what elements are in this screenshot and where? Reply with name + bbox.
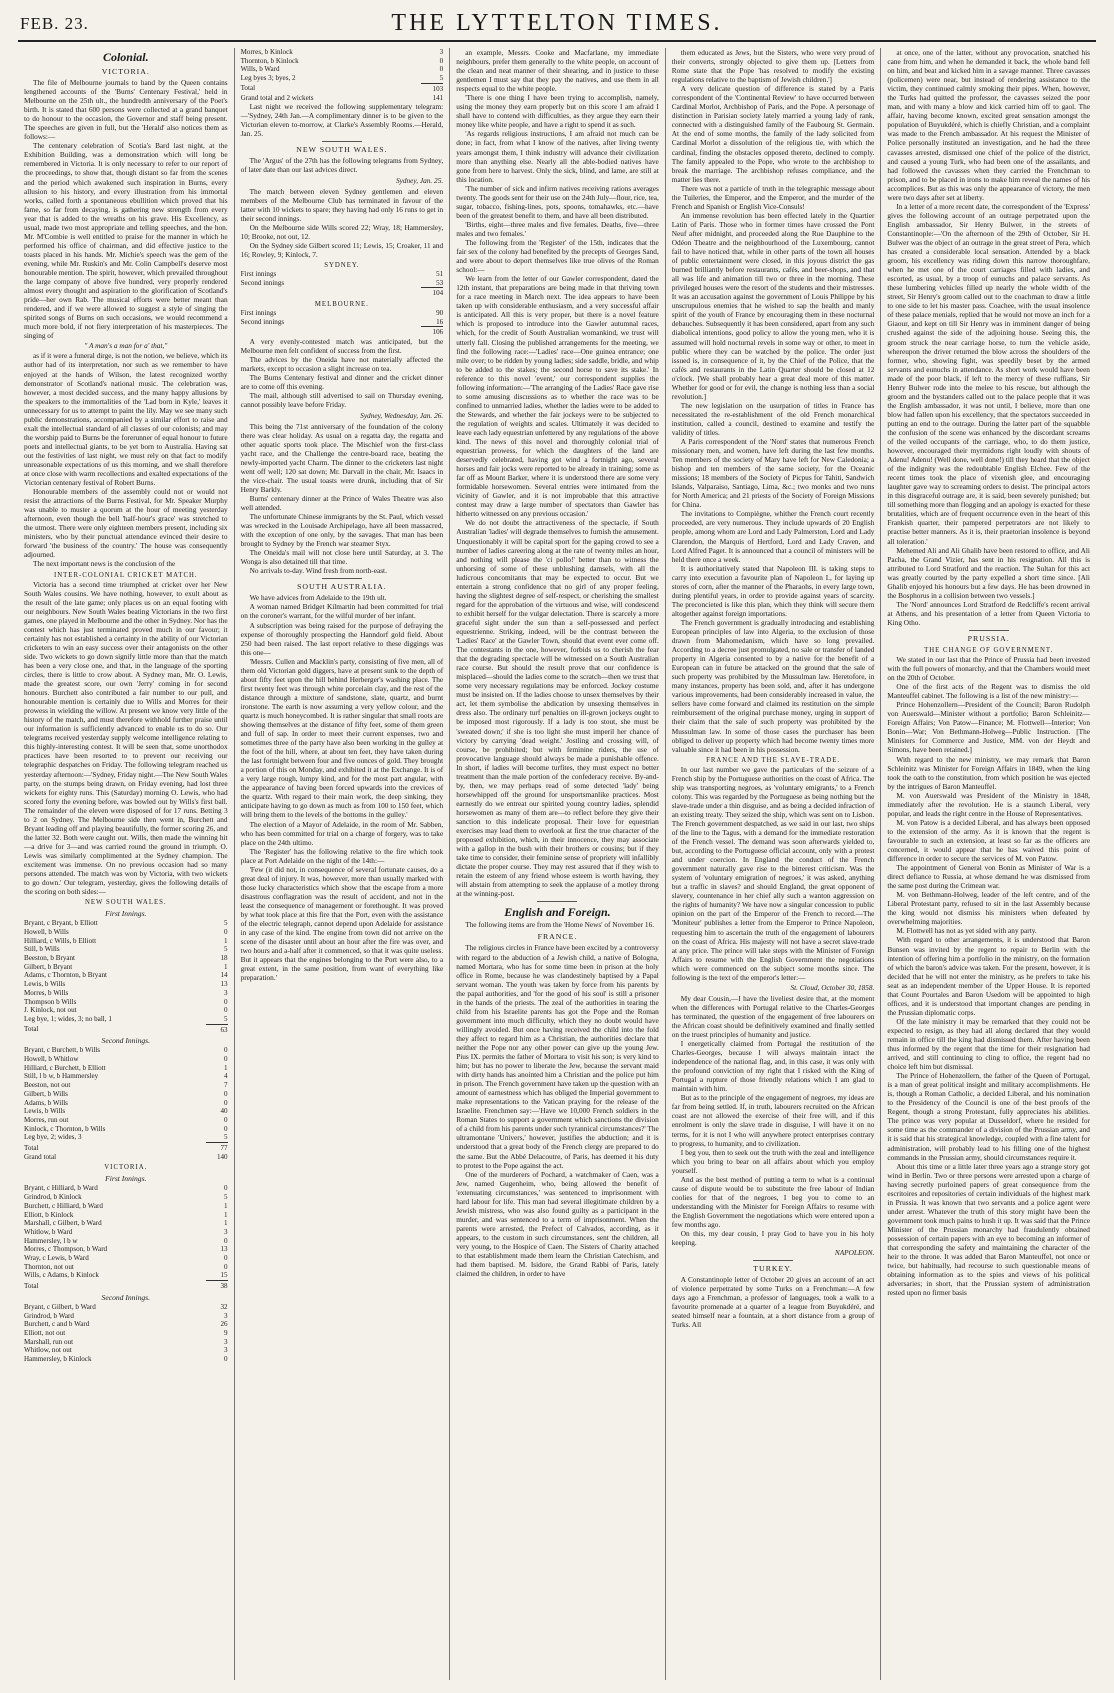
paragraph: The Prince of Hohenzollern, the father of the Queen of Portugal, is a man of great political insight and military accomplishments. He is, though a Roman Catholic, a decided Liberal, and his nomination to the Presidency of the Council is one of the best proofs of the Regent, though a strong Protestant, fully appreciates his abilities. The prince was very popular at Dusseldorf, where he resided for some time as the commander of a division of the Prussian army, and it is said that his strategical knowledge, coupled with a fine talent for administration, will probably lead to his filling one of the highest commands in the Prussian army, should circumstances require it.	[887, 1071, 1090, 1162]
scorecard-total	[24, 1280, 228, 1291]
column-4	[665, 48, 881, 1680]
batsman-entry: Grindrod, b Kinlock	[24, 1193, 82, 1202]
paragraph: On the Sydney side Gilbert scored 11; Lewis, 15; Croaker, 11 and 16; Rowley, 9; Kinlock, 7.	[240, 240, 444, 259]
paragraph: In a letter of a more recent date, the correspondent of the 'Express' gives the following account of an outrage perpetrated upon the English ambassador, Sir Henry Bulwer, in the streets of Constantinople:—'On the afternoon of the 29th of October, Sir H. Bulwer was the object of an outrage in the great street of Pera, which has created a considerable local sensation. Attended by a black groom, his excellency was riding down this narrow thoroughfare, when he met one of the court carriages filled with ladies, and escorted, as usual, by a troop of eunuchs and palace servants. As these lumbering vehicles filled up nearly the whole width of the street, Sir Henry's groom called out to the coachman to draw a little to one side to let his master pass. Coachee, with the usual insolence of these palace menials, replied that he would not move an inch for a Giaour, and kept on till Sir Henry was in imminent danger of being crushed against the side of the adjoining house. Seeing this, the groom struck the near carriage horse, to turn the vehicle aside, whereupon the driver returned the blow across the shoulders of the former, who, showing fight, was speedily beset by the armed servants and eunuchs in attendance. As short work would have been made of the poor black, if left to the mercy of these ruffians, Sir Henry Bulwer rode into the melee to his rescue, but although the groom and the bystanders called out to the palace people that it was the English ambassador, it was not until, I believe, more than one blow had fallen upon his excellency, that the spectators succeeded in putting an end to the outrage. During the latter part of the squabble the confusion of the scene was enhanced by the discordant screams of the veiled occupants of the carriage, who, to do them justice, however, encouraged their myrmidons right loudly with shouts of Adenu! Adenu! (Well done, well done!) till they heard that the object of the indignity was the redoubtable English Elchee. Few of the recent times took the place of vixenish glee, and encouraging laughter gave way to screaming orders to desist. The principal actors in this disgraceful outrage are, it is said, been severely punished; but till something more than flogging and an apology is exacted for these brutalities, which are of frequent occurrence even in the heart of this Frankish quarter, their pampered perpetrators are not likely to practise better manners. As it is, their praetorian insolence is beyond all toleration.'	[887, 201, 1090, 546]
score-row	[24, 1193, 228, 1202]
paragraph: The French government is gradually introducing and establishing European principles of law into Algeria, to the exclusion of those drawn from Mahomedanism, which have so long prevailed. According to a decree just promulgated, no sale or transfer of landed property in Algeria consented to by a native for the benefit of a European can in future be attacked on the ground that the sale of such property was prohibited by the Mussulman law. Heretofore, in many instances, property has been sold, and, after it has undergone various improvements, had been considerably increased in value, the sellers have come forward and claimed its restitution on the simple reimbursement of the original purchase money, urging in support of their claim that the sale of such property was prohibited by the Mussulman law. In some of those cases the purchaser has been obliged to deliver up property which had become twenty times more valuable since it had been in his possession.	[671, 617, 875, 754]
batsman-entry: Wray, c Lewis, b Ward	[24, 1254, 89, 1263]
total-value: 103	[421, 83, 443, 93]
quotation: " A man's a man for a' that,"	[84, 341, 168, 351]
runs: 3	[224, 1346, 228, 1355]
runs: 53	[436, 278, 444, 287]
total-label: Total	[24, 1281, 39, 1290]
score-row	[24, 1064, 228, 1073]
paragraph: The appointment of General von Bonin as Minister of War is a direct defiance to Russia, at whose demand he was dismissed from the same post during the Crimean war.	[887, 863, 1090, 891]
paragraph: The 'Register' has the following relative to the fire which took place at Port Adelaide on the night of the 14th:—	[240, 846, 444, 865]
score-row	[241, 48, 444, 57]
total-value: 38	[206, 1281, 228, 1291]
paragraph: them educated as Jews, but the Sisters, who were very proud of their converts, strongly objected to give them up. [Letters from Rome state that the Pope 'has resolved to modify the existing regulations relative to the baptism of Jewish children.']	[671, 48, 875, 85]
paragraph: Prince Hohenzollern—President of the Council; Baron Rudolph von Auerswald—Minister without a portfolio; Baron Schleinitz—Foreign Affairs; Von Patow—Finance; M. Flottwell—Interior; Von Bonin—War; Von Bethmann-Holweg—Public Instruction. [The Ministers for Commerce and Justice, MM. von der Heydt and Simons, have been retained.]	[887, 700, 1090, 755]
paragraph: No arrivals to-day. Wind fresh from north-east.	[249, 566, 387, 576]
innings-heading: Second Innings.	[101, 1036, 151, 1046]
runs: 5	[224, 945, 228, 954]
scorecard-total	[24, 1024, 228, 1035]
runs: 5	[224, 919, 228, 928]
runs: 13	[220, 980, 228, 989]
batsman-entry: Whitlow, not out	[24, 1346, 72, 1355]
paragraph: I energetically claimed from Portugal the restitution of the Charles-Georges, because I will always maintain intact the independence of the national flag, and, in this case, it was only with the profound conviction of my right that I risked with the King of Portugal a rupture of those friendly relations which I am glad to maintain with him.	[671, 1039, 875, 1094]
signature: NAPOLEON.	[834, 1248, 875, 1258]
batsman-entry: Elliott, not out	[24, 1329, 66, 1337]
score-row	[241, 318, 444, 327]
paragraph: The Burns Centenary festival and dinner and the cricket dinner are to come off this evening.	[240, 373, 444, 392]
paragraph: 'As regards religious instructions, I am afraid not much can be done; in fact, from what I know of the natives, after living twenty years amongst them, I think industry will advance their civilization more than anything else. Nearly all the able-bodied natives have gone from here to harvest. Only the sick, blind, and lame, are still at this location.	[456, 129, 659, 184]
runs: 0	[224, 1089, 228, 1098]
batsman-entry: Howell, b Whitlow	[24, 1055, 79, 1064]
paragraph: The Oneida's mail will not close here until Saturday, at 3. The Wonga is also detained till that time.	[240, 548, 444, 567]
scorecard-table	[241, 270, 444, 287]
paragraph: Mehemed Ali and Ali Ghalib have been restored to office, and Ali Pacha, the Grand Vizier, has sent in his resignation. All this is attributed to Lord Stratford and the reaction. The Sultan for this act was greatly courted by the party expelled a short time since. [Ali Ghalib enjoyed his honours but a few days. He has been drowned in the Bosphorus in a collision between two vessels.]	[887, 545, 1090, 600]
score-row	[241, 309, 444, 318]
paragraph: One of the first acts of the Regent was to dismiss the old Manteuffel cabinet. The following is a list of the new ministry:—	[887, 682, 1090, 701]
paragraph: We learn from the letter of our Gawler correspondent, dated the 12th instant, that preparations are being made in that thriving town for a race meeting in March next. The idea appears to have been taken up with considerable enthusiasm, and a very successful affair is anticipated. All this is very proper, but there is a novel feature which is proposed to introduce into the Gawler autumnal races, which, for the credit of South Australian womankind, we trust will utterly fall. Closing the published arrangements for the meeting, we find the following race:—'Ladies' race—One guinea entrance; one mile over; to be ridden by young ladies; side saddle, bridle, and whip to be added to the stakes; the second horse to save its stake.' In reference to this novel 'event,' our correspondent supplies the following information:—'The arranging of the Ladies' Race gave rise to some amusing discussions as to whether the race was to be confined to unmarried ladies, whether the ladies were to be added to the Stewards, and whether the fair jockeys were to be subjected to the regulation of weights and scales. Ultimately it was decided to leave each lady equestrian unfettered by any regulations of the above kind. The news of this novel and thoroughly colonial trial of equestrian prowess, for which the daughters of the land are deservedly celebrated, having got wind a fortnight ago, several horses and fair jocks were reported to be already in training; some as far off as Mount Barker, where it is understood there are some very formidable horsewomen. Several entries were intimated from the vicinity of Gawler, and it is not improbable that this attractive contest may draw a large number of spectators than Gawler has hitherto witnessed on any previous occasion.'	[456, 274, 659, 519]
score-row	[24, 1355, 228, 1364]
batsman-entry: Hilliard, c Wills, b Elliott	[24, 936, 97, 945]
paragraph: My dear Cousin,—I have the liveliest desire that, at the moment when the differences with Portugal relative to the Charles-Georges has terminated, the question of the engagement of free labourers on the African coast should be definitively examined and finally settled on the truest principles of humanity and justice.	[671, 993, 875, 1040]
paragraph: M. Flottwell has not as yet sided with any party.	[896, 926, 1037, 936]
paragraph: The next important news is the conclusion of the	[33, 559, 176, 569]
separator	[753, 1260, 793, 1261]
separator	[322, 141, 362, 142]
batsman-entry: Bryant, c Hilliard, b Ward	[24, 1184, 98, 1193]
score-row	[24, 1312, 228, 1321]
batsman-entry: Morres, c Thompson, b Ward	[24, 1245, 108, 1254]
subheading: TURKEY.	[753, 1264, 793, 1274]
score-row	[24, 1006, 228, 1015]
batsman-entry: Marshall, c Gilbert, b Ward	[24, 1219, 102, 1228]
runs: 5	[224, 1014, 228, 1023]
dateline: Sydney, Jan. 25.	[395, 175, 444, 185]
batsman-entry: Wills, c Adams, b Kinlock	[24, 1271, 99, 1280]
score-row	[24, 1055, 228, 1064]
paragraph: A subscription was being raised for the purpose of defraying the expense of thoroughly prospecting the Hanndorf gold field. About 250 had been raised. The last report relative to these diggings was this one—	[240, 620, 444, 657]
paragraph: It is authoritatively stated that Napoleon III. is taking steps to carry into execution a favourite plan of Napoleon I., for laying up stores of corn, after the manner of the Pharaohs, in every large town, during plentiful years, in order to provide against years of scarcity. The preconcieted is like this plan, which they think will secure them altogether against foreign importations.	[671, 563, 875, 618]
score-row	[24, 1081, 228, 1090]
batsman-entry: Lewis, b Wills	[24, 980, 66, 989]
paragraph: The 'Argus' of the 27th has the following telegrams from Sydney, of later date than our last advices direct.	[240, 156, 444, 175]
paragraph: The 'Nord' announces Lord Stratford de Redcliffe's recent arrival at Athens, and his presentation of a letter from Queen Victoria to King Otho.	[887, 599, 1090, 627]
batsman-entry: Burchett, c Hilliard, b Ward	[24, 1201, 103, 1210]
batsman-entry: Leg byes 3; byes, 2	[240, 74, 296, 83]
batsman-entry: Lewis, b Wills	[24, 1107, 66, 1116]
batsman-entry: Wills, b Ward	[240, 65, 280, 74]
paragraph: M. von Auerswald was President of the Ministry in 1848, immediately after the revolution. He is a staunch Liberal, very popular, and leads the right centre in the House of Representatives.	[887, 790, 1090, 818]
separator	[969, 630, 1009, 631]
batsman-entry: Hammersley, l b w	[24, 1236, 78, 1245]
score-row	[24, 1116, 228, 1125]
score-row	[241, 65, 444, 74]
runs: 1	[224, 1219, 228, 1228]
paragraph: The unfortunate Chinese immigrants by the St. Paul, which vessel was wrecked in the Louisade Archipelago, have all been massacred, with the exception of one only, by the savages. That man has been brought to Sydney by the French war steamer Styx.	[240, 512, 444, 549]
total-label: Total	[24, 1143, 39, 1152]
score-row	[24, 1072, 228, 1081]
runs: 1	[224, 1210, 228, 1219]
paragraph: Victoria has a second time triumphed at cricket over her New South Wales cousins. We have nothing, however, to exult about as the result of the late game; only places us on an equal footing with our neighbours. New South Wales beating Victorians in the two first games, one played in Melbourne and the other in Sydney. Nor has the contest which has just terminated proved much in our favour; it certainly has not established a certainty in the ability of our Victorian cricketers to win an easy success over their antagonists on the other side. Two wickets to go down signify little more than that the match has been a very close one, and that, in the language of the sporting circles, there is little to crow about. A Sydney man, Mr. O. Lewis, made the greatest score, our own 'Jerry' coming in for second honours. Burchett also contributed a fair number to our pull, and honourable mention is certainly due to Wills and Morres for their prowess in wielding the willow. At present we know very little of the history of the match, and must therefore withhold further praise until our information is sufficiently advanced to enable us to do so. Our telegrams received yesterday supply welcome intelligence relating to this highly-interesting contest. It will be seen that, some unorthodox practices have been resorted to to prevent our receiving our telegraphic despatches on Friday. The following telegram reached us yesterday afternoon:—'Sydney, Friday night.—The New South Wales party, on the stumps being drawn, on Friday evening, had lost three wickets for eighty runs. This (Saturday) morning O. Lewis, who had scored forty the evening before, was bowled out by Wills's first ball. The remainder of the eleven were disposed of for 17 runs. Betting 3 to 2 on Sydney. The Melbourne side then went in, Burchett and Bryant leading off and playing beautifully, the former scoring 26, and the latter 32. Both were caught out. Wills, then made the winning hit—a drive for 3—and was carried round the ground in triumph. O. Lewis was similarly complimented at the Sydney champion. The excitement was immense. On no previous occasion had so many persons attended. The match was won by Victoria, with two wickets to go down.' Our telegram, yesterday, gives the following details of the scoring on both sides:—	[24, 579, 228, 897]
runs: 18	[220, 953, 228, 962]
batsman-entry: Howell, b Wills	[24, 927, 69, 936]
batsman-entry: Thornton, not out	[24, 1262, 74, 1271]
batsman-entry: Hilliard, c Burchett, b Elliott	[24, 1063, 106, 1072]
subheading: FRANCE.	[537, 932, 578, 942]
score-row	[24, 1090, 228, 1099]
separator	[537, 901, 577, 902]
batsman-entry: Gilbert, b Bryant	[24, 962, 73, 971]
batsman-entry: First innings	[240, 309, 277, 318]
scorecard-title: VICTORIA.	[104, 1164, 148, 1172]
paragraph: Honourable members of the assembly could not or would not resist the attractions of the Burns Festival, for Mr. Speaker Murphy was unable to muster a quorum at the hour of meeting yesterday afternoon, even though the bell 'half-hour's grace' was stretched to the utmost. There were only eighteen members present, including six ministers, who by their punctual attendance evinced their desire to forward 'the business of the country.' The house was consequently adjourned.	[24, 487, 228, 560]
paragraph: An immense revolution has been effected lately in the Quartier Latin of Paris. Those who in former times have crossed the Pont Neuf after midnight, and proceeded along the Rue Dauphine to the Odéon Theatre and the neighbourhood of the Luxembourg, cannot fail to have noticed that, while in other parts of the town all houses of public entertainment were closed, in this joyous district the gas burned brilliantly before restaurants, cafés, and beer-shops, and that all was life and animation till two or three in the morning. These privileged houses were the resort of the students and their mistresses. It was an accusation against the government of Louis Philippe by his unscrupulous enemies that he wished to sap the health and manly spirit of the youth of France by encouraging them in these nocturnal debauches. Subsequently it has been considered, apart from any such diabolical intentions, good policy to allow the young men, who it is assumed will hold nocturnal revels in some way or other, to meet in public where they can be watched by the police. The order just issued is, in consequence of it, by the Chief of the Police, that the cafés and restaurants in the Latin Quarter should be closed at 12 o'clock. [We shall probably hear a great deal more of this matter. Whether for good or for evil, the change is nothing less than a social revolution.]	[671, 210, 875, 401]
paragraph: M. von Patow is a decided Liberal, and has always been opposed to the extension of the army. As it is known that the regent is favourable to such an extension, at least so far as the officers are concerned, it would appear that he has waived this point of difference in order to secure the services of M. von Patow.	[887, 817, 1090, 864]
dateline: Sydney, Wednesday, Jan. 26.	[360, 410, 444, 420]
score-row	[24, 1099, 228, 1108]
batsman-entry: Leg bye, 2; wides, 3	[24, 1133, 82, 1142]
score-row	[24, 1254, 228, 1263]
runs: 0	[224, 1184, 228, 1193]
batsman-entry: Elliott, b Kinlock	[24, 1210, 74, 1219]
scorecard-table	[241, 309, 444, 326]
scorecard-total	[24, 1142, 228, 1161]
score-row	[24, 1320, 228, 1329]
score-row	[24, 1125, 228, 1134]
runs: 5	[224, 1193, 228, 1202]
score-row	[24, 1338, 228, 1347]
runs: 4	[224, 1072, 228, 1081]
batsman-entry: Still, b Wills	[24, 945, 60, 954]
scorecard-title: NEW SOUTH WALES.	[84, 899, 167, 907]
newspaper-title: THE LYTTELTON TIMES.	[391, 10, 723, 36]
subheading: SOUTH AUSTRALIA.	[297, 582, 387, 592]
total-value: 106	[421, 327, 443, 337]
paragraph: But as to the principle of the engagement of negroes, my ideas are far from being settled. If, in truth, labourers recruited on the African coast are not allowed the exercise of their free will, and if this enrolment is only the slave trade in disguise, I will have it on no terms, for it is not I who will anywhere protect enterprises contrary to progress, to humanity, and to civilization.	[671, 1093, 875, 1148]
batsman-entry: Adams, c Thornton, b Bryant	[24, 971, 108, 980]
runs: 0	[224, 1098, 228, 1107]
paragraph: The centenary celebration of Scotia's Bard last night, at the Exhibition Building, was a demonstration which will long be remembered in Victoria. It is only necessary to refer to our report of the proceedings, to show that, though distant so far from the scenes and the period which awakened such inspiration in Burns, every allusion to his history, and every illustration from his immortal works, called forth a spontaneous ebullition which proved that his fame, so far from decaying, is gathering new strength from every year that is added to the wreaths on his grave. His Excellency, as usual, made two most appropriate and telling speeches, and the hon. Mr. M'Combie is well entitled to praise for the manner in which he performed his office of chairman, and did effective justice to the toasts placed in his hands. Mr. Michie's speech was the gem of the evening, while Mr. Ruskin's and Mr. Colin Campbell's deserve most honourable mention. The spirit, however, which prevailed throughout the large company of above five hundred, very properly rendered almost every thought and aspiration to the glorification of Scotland's pride—her own Rab. The musical efforts were better meant than rendered, and if we were allowed to suggest a style of singing the spirited songs of Burns on such occasions, we would recommend a much more bold, if not fiery interpretation of his masterpieces. The singing of	[24, 141, 228, 341]
grand-total-label: Grand total and 2 wickets	[240, 93, 314, 102]
runs: 0	[224, 1115, 228, 1124]
columns	[18, 48, 1096, 1680]
paragraph: as if it were a funeral dirge, is not the notion, we believe, which its author had of its interpretation, nor such as we remember to have enjoyed at the hands of Wilson, the latest recognized worthy demonstrator of Scotland's national music. The celebration was, however, a most decided success, and the many happy allusions by the speakers to the immortalities of the 'Lad born in Kyle,' leaves it unnecessary for us to attempt to paint the lily. May we see many such public demonstrations, accompanied by a similar effort to raise and exalt the intellectual standard of all classes of our colonists; and may the worship paid to Burns be the forerunner of equal honour to future poets and intellectual giants, to be yet born to Australia. Having sat out the festivities of last night, we must rely on that fact to modify unreasonable expectations of us this morning, and we shall therefore at once close with warm recollections and exalted expectations of the Victorian centenary festival of Robert Burns.	[24, 351, 228, 488]
paragraph: We do not doubt the attractiveness of the spectacle, if South Australian 'ladies' will degrade themselves to furnish the amusement. Unquestionably it will be capital sport for the gaping crowd to see a number of ladies careering along at the rate of twenty miles an hour, and nothing will please the 'ci pollo!' better than to witness the unhorsing of some of these unblushing damsels, with all the ludicrous concomitants that may be expected to occur. But we entertain a strong confidence that no girl of any proper feeling, having the slightest degree of self-respect, or cherishing the smallest regard for the approbation of the virtuous and wise, will condescend to exhibit herself for the vulgar delectation. There is scarcely a more graceful sight under the sun than a self-possessed and perfect equestrienne. Striking, indeed, will be the contrast between the 'Ladies' Race' at the Gawler Town, should that event ever come off. The contestants in the one, however, forbids us to cherish the fear that the degrading spectacle will be witnessed on a South Australian race course. But should the result prove that our confidence is misplaced—should the ladies come to the scratch—then we trust that some very necessary regulations may be enforced. Jockey costume must be insisted on. If the ladies choose to unsex themselves by their act, let them symbolise the abdication by unsexing themselves in dress also. The ordinary turf penalties on ill-grown jockeys ought to be imposed most rigorously. If a lady is too stout, she must be 'sweated down;' if she is too light she must imperil her chance of victory by carrying 'dead weight.' Jostling and crossing will, of course, be prohibited; but with feminine riders, the use of provocative language should always be made a punishable offence. In short, if ladies will become turfites, they must expect no better treatment than the male portion of the confederacy receive. By-and-by, then, we may perhaps read of some detected 'lady' being horsewhipped off the ground for unsportsmanlike practices. Most earnestly do we entreat our spirited young country ladies, splendid horsewomen as many of them are—to reflect before they give their sanction to this indelicate proposal. Their love for equestrian exercises may lead them to overlook at first the true character of the proposed exhibition, which, in their innocence, they may associate with a gallop in the bush with their brothers or cousins; but if they take time to consider, their feminine sense of propriety will infallibly dictate the proper course. They may rest assured that if they wish to retain the esteem of any friend whose esteem is worth having, they will abstain from attempting to seek the applause of a motley throng at the winning-post.	[456, 518, 659, 899]
masthead-rule	[18, 40, 1096, 42]
runs: 0	[224, 1124, 228, 1133]
grand-total-value: 141	[432, 93, 444, 102]
paragraph: The following from the 'Register' of the 15th, indicates that the fair sex of the colony had benefited by the precepts of Georges Sand, and were about to deport themselves like true olives of the Roman school:—	[456, 237, 659, 275]
score-row	[24, 1346, 228, 1355]
score-row	[24, 1202, 228, 1211]
runs: 0	[439, 56, 444, 65]
column-1	[18, 48, 234, 1680]
score-row	[24, 1107, 228, 1116]
total-value: 77	[206, 1143, 228, 1153]
score-row	[24, 919, 228, 928]
batsman-entry: First innings	[240, 269, 277, 278]
paragraph: With regard to the new ministry, we may remark that Baron Schleinitz was Minister for Foreign Affairs in 1849, when the king took the oath to the constitution, from which position he was ejected by the intrigues of Baron Manteuffel.	[887, 754, 1090, 791]
runs: 1	[224, 962, 228, 971]
runs: 26	[220, 1320, 228, 1329]
paragraph: an example, Messrs. Cooke and Macfarlane, my immediate neighbours, prefer them generally to the white people, on account of the clean and neat manner of their shearing, and in justice to these gentlemen I must say that they pay the natives, and use them in all respects equal to the white people.	[456, 48, 659, 94]
runs: 13	[220, 1245, 228, 1254]
runs: 32	[220, 1302, 228, 1311]
column-2	[234, 48, 450, 1680]
innings-heading: First Innings.	[105, 909, 147, 919]
scorecard-table	[24, 1303, 228, 1364]
scorecard-total	[241, 287, 444, 298]
runs: 0	[224, 1006, 228, 1015]
paragraph: There was not a particle of truth in the telegraphic message about the Tuileries, the Emperor, and the Emperor, and the murder of the French and Spanish or English Vice-Consuls!	[671, 183, 875, 211]
section-heading: Colonial.	[102, 50, 149, 64]
score-row	[24, 954, 228, 963]
innings-heading: First Innings.	[105, 1174, 147, 1184]
batsman-entry: Kinlock, c Thornton, b Wills	[24, 1124, 106, 1133]
batsman-entry: Beeston, b Bryant	[24, 953, 76, 962]
total-label: Total	[24, 1025, 39, 1034]
batsman-entry: Second innings	[240, 317, 285, 326]
runs: 9	[224, 1329, 228, 1337]
paragraph: One of the murderers of Pochard, a watchmaker of Caen, was a Jew, named Gugenheim, who, being allowed the benefit of 'extenuating circumstances,' was sentenced to imprisonment with hard labour for life. This man had several illegitimate children by a Jewish mistress, who was also found guilty as a participant in the murder, and was sentenced to a term of imprisonment. When the parents were arrested, the Prefect of Calvados, according, as it appears, to the custom in such circumstances, sent the children, all very young, to the Hospice of Caen. The Sisters of Charity attached to that establishment made them learn the Christian Catechism, and had them baptised. M. Isidore, the Grand Rabbi of Paris, lately claimed the children, in order to have	[456, 1169, 659, 1279]
score-row	[24, 980, 228, 989]
batsman-entry: Gilbert, b Wills	[24, 1089, 68, 1098]
score-row	[24, 1015, 228, 1024]
paragraph: With regard to other arrangements, it is understood that Baron Bunsen was invited by the regent to repair to Berlin with the intention of offering him a portfolio in the ministry, on the formation of which the baron's advice was taken. For the present, however, it is decided that he will not enter the ministry, as he prefers to take his seat as an independent member of the Upper House. It is reported that Count Pourtales and Baron Usedom will be appointed to high offices, and it is understood that important changes are pending in the Prussian diplomatic corps.	[887, 935, 1090, 1017]
paragraph: On this, my dear cousin, I pray God to have you in his holy keeping.	[671, 1229, 875, 1248]
batsman-entry: Leg bye, 1; wides, 3; no ball, 1	[24, 1014, 112, 1023]
section-heading: English and Foreign.	[504, 905, 611, 920]
score-row	[24, 1228, 228, 1237]
paragraph: On the Melbourne side Wills scored 22; Wray, 18; Hammersley, 10; Brooke, not out, 12.	[240, 222, 444, 241]
runs: 3	[224, 988, 228, 997]
scorecard-total	[241, 83, 444, 102]
score-row	[24, 1219, 228, 1228]
score-row	[24, 1303, 228, 1312]
batsman-entry: Hammersley, b Kinlock	[24, 1355, 92, 1364]
paragraph: The invitations to Compiègne, whither the French court recently proceeded, are very numerous. They include upwards of 20 English people, among whom are Lord and Lady Palmerston, Lord and Lady Clarendon, the Marquis of Hertford, Lord and Lady Craven, and Lord Alfred Paget. It is announced that a council of ministers will be held there once a week.	[671, 509, 875, 564]
runs: 15	[220, 1271, 228, 1280]
scorecard-table	[24, 1046, 228, 1142]
paragraph: The advices by the Oneida have not materially affected the markets, except to occasion a slight increase on tea.	[240, 355, 444, 374]
batsman-entry: J. Kinlock, not out	[24, 1006, 77, 1015]
paragraph: This being the 71st anniversary of the foundation of the colony there was clear holiday. As usual on a regatta day, the regatta and other aquatic sports took place. The Mischief won the first-class yacht race, and the Challenge the centre-board race, beating the newly-imported yacht Charm. The dinner to the cricketers last night went off well; 120 sat down; Mr. Darvall in the chair, Mr. Isaacs in the vice-chair. The usual toasts were drunk, including that of Sir Henry Barkly.	[240, 421, 444, 494]
paragraph: 'The number of sick and infirm natives receiving rations averages twenty. The goods sent for their use on the 24th July—flour, rice, tea, sugar, tobacco, fishing-lines, pots, spoons, tomahawks, etc.—have been of the greatest benefit to them, and have all been distributed.	[456, 183, 659, 220]
batsman-entry: Grindrod, b Ward	[24, 1311, 74, 1320]
paragraph: And as the best method of putting a term to what is a continual cause of dispute would be to substitute the free labour of Indian coolies for that of the negroes, I beg you to come to an understanding with the Minister for Foreign Affairs to resume with the English Government the negotiations which were entered upon a few months ago.	[671, 1174, 875, 1229]
runs: 16	[436, 317, 444, 326]
runs: 5	[439, 74, 444, 83]
paragraph: In our last number we gave the particulars of the seizure of a French ship by the Portuguese authorities on the coast of Africa. The ship was transporting negroes, as 'voluntary emigrants,' to a French colony. This was regarded by the Portuguese as being nothing but the slave-trade under a thin disguise, and as being a decided infraction of an existing treaty. They seized the ship, which was sent on to Lisbon. The French government despatched, as we said in our last, two ships of the line to the Tagus, with a demand for the immediate restoration of the French vessel. The demand was soon afterwards yielded to, but, according to the Portuguese official account, only with a protest and under coercion. In England the conduct of the French government naturally gave rise to the bitterest criticism. Was the system of 'voluntary emigration of negroes,' it was asked, anything but a traffic in slaves? and should England, the great opponent of slavery, countenance in her chief ally such a wanton aggression on the rights of humanity? We have now a singular concession to public opinion on the part of the Emperor of the French to record.—The 'Moniteur' publishes a letter from the Emperor to Prince Napoleon, requesting him to ascertain the truth of the engagement of labourers on the coast of Africa. His majesty will not have a secret slave-trade at any price. The prince will take steps with the Minister of Foreign Affairs to resume with the English Government the negotiations which were commenced on the subject some months since. The following is the text of the emperor's letter:—	[671, 764, 875, 982]
batsman-entry: Morres, run out	[24, 1115, 69, 1124]
runs: 0	[224, 1046, 228, 1055]
runs: 51	[436, 269, 444, 278]
column-3	[449, 48, 665, 1680]
score-row	[24, 1263, 228, 1272]
batsman-entry: Marshall, run out	[24, 1337, 74, 1346]
paragraph: A very delicate question of difference is stated by a Paris correspondent of the 'Continental Review' to have occurred between Cardinal Morlot, Archbishop of Paris, and the Pope. A personage of distinction in Parisian society lately married a young lady of rank, connected with a distinguished family of the Faubourg St. Germain. At the end of some months, the family of the lady solicited from Cardinal Morlot a dissolution of the religious tie, with which the cardinal, finding the obstacles opposed thereto, declined to comply. The family appealed to the Pope, who wrote to the archbishop to break the marriage. The archbishop refuses compliance, and the matter lies there.	[671, 84, 875, 184]
runs: 1	[224, 1063, 228, 1072]
subheading: THE CHANGE OF GOVERNMENT.	[924, 647, 1054, 654]
scorecard-title: MELBOURNE.	[314, 301, 369, 309]
paragraph: I beg you, then to seek out the truth with the zeal and intelligence which you bring to bear on all affairs about which you employ yourself.	[671, 1147, 875, 1175]
paragraph: A Constantinople letter of October 20 gives an account of an act of violence perpetrated by some Turks on a Frenchman:—A few days ago a Frenchman, a professor of languages, took a walk to a favourite promenade at a quarter of a league from Buyukdéré, and seated himself near a fountain, at a short distance from a group of Turks. All	[671, 1275, 875, 1330]
batsman-entry: Burchett, c and b Ward	[24, 1320, 90, 1329]
scorecard-table	[24, 1184, 228, 1280]
runs: 0	[224, 1262, 228, 1271]
runs: 90	[436, 309, 444, 318]
paragraph: A Paris correspondent of the 'Nord' states that numerous French missionary men, and women, have left during the last few months. Ten members of the society of Mary have left for New Caledonia; a bishop and ten members of the same society, for the Oceanic missions; 18 members of the Society of Picpus for Tahiti, Sandwich Islands, Valparaiso, Santiago, Lima, &c.; two monks and two nuns for North America; and 21 priests of the Society of Foreign Missions for China.	[671, 437, 875, 510]
total-value: 63	[206, 1024, 228, 1034]
score-row	[24, 1245, 228, 1254]
runs: 0	[224, 997, 228, 1006]
score-row	[24, 1046, 228, 1055]
runs: 0	[224, 1254, 228, 1263]
paragraph: We stated in our last that the Prince of Prussia had been invested with the full powers of monarchy, and that the Chambers would meet on the 20th of October.	[887, 655, 1090, 683]
paragraph: A woman named Bridget Kilmartin had been committed for trial on the coroner's warrant, for the wilful murder of her infant.	[240, 602, 444, 621]
paragraph: About this time or a little later three years ago a strange story got wind in Berlin. Two or three persons were arrested upon a charge of having secretly purloined papers of great consequence from the escritoires and repositories of certain individuals of the highest mark in Prussia. It was known that two servants and a police agent were under arrest. Whatever the truth of this story might have been the government took much pains to hush it up. It was said that the Prince Minister of the Prussian monarchy had fraudulently obtained possession of certain papers with an eye to becoming an informer of that corresponding the safety and maintaining the character of the heir to the throne. It was added that Baron Manteuffel, not once or twice, but habitually, had recourse to such questionable means of obtaining information as to the spies and views of his political adversaries; in short, that the Prussian system of administration rested upon no firmer basis	[887, 1161, 1090, 1298]
score-row	[241, 74, 444, 83]
batsman-entry: Thornton, b Kinlock	[240, 56, 299, 65]
paragraph: We have advices from Adelaide to the 19th ult.	[249, 593, 387, 603]
score-row	[241, 270, 444, 279]
batsman-entry: Bryant, c Bryant, b Elliott	[24, 919, 98, 928]
score-row	[241, 279, 444, 288]
total-value: 104	[421, 288, 443, 298]
score-row	[24, 1271, 228, 1280]
score-row	[24, 1184, 228, 1193]
grand-total-label: Grand total	[24, 1152, 57, 1161]
score-row	[24, 1133, 228, 1142]
issue-date: FEB. 23.	[20, 14, 89, 33]
batsman-entry: Beeston, not out	[24, 1081, 71, 1090]
paragraph: The match between eleven Sydney gentlemen and eleven members of the Melbourne Club has terminated in favour of the latter with 10 wickets to spare; they having had only 16 runs to get in their second innings.	[240, 186, 444, 223]
batsman-entry: Bryant, c Gilbert, b Ward	[24, 1302, 96, 1311]
paragraph: M. von Bethmann-Holweg, leader of the left centre, and of the Liberal Protestant party, refused to sit in the last Assembly because the king would not dismiss his ministers when defeated by overwhelming majorities.	[887, 890, 1090, 927]
subheading: PRUSSIA.	[967, 634, 1010, 643]
separator	[322, 578, 362, 579]
runs: 1	[224, 936, 228, 945]
score-row	[24, 971, 228, 980]
score-row	[24, 937, 228, 946]
subheading: NEW SOUTH WALES.	[296, 145, 388, 155]
score-row	[241, 57, 444, 66]
batsman-entry: Second innings	[240, 278, 285, 287]
runs: 5	[224, 1133, 228, 1142]
batsman-entry: Morres, b Kinlock	[240, 48, 293, 56]
runs: 1	[224, 1201, 228, 1210]
runs: 3	[224, 1337, 228, 1346]
subheading: FRANCE AND THE SLAVE-TRADE.	[706, 756, 841, 764]
paragraph: The file of Melbourne journals to hand by the Queen contains lengthened accounts of the 'Burns' Centenary Festival,' held in Melbourne on the 25th ult., the hundredth anniversary of the Poet's birth. It is stated that 600 persons were collected at a grand banquet to do honour to the occasion, the Governor and staff being present. The speeches are given in full, but the 'Herald' also notices them as follows:—	[24, 78, 228, 142]
dateline: St. Cloud, October 30, 1858.	[790, 982, 875, 992]
paragraph: The election of a Mayor of Adelaide, in the room of Mr. Sabben, who has been committed for trial on a charge of forgery, was to take place on the 24th ultimo.	[240, 819, 444, 847]
paragraph: Burns' centenary dinner at the Prince of Wales Theatre was also well attended.	[240, 493, 444, 512]
paragraph: A very evenly-contested match was anticipated, but the Melbourne men felt confident of success from the first.	[240, 337, 444, 356]
paragraph: The religious circles in France have been excited by a controversy with regard to the abduction of a Jewish child, a native of Bologna, named Mortara, who has for some time been in prison at the holy office in Rome, because he was clandestinely baptised by a Papal servant woman. The youth was taken by force from his parents by the papal authorities, and 'for the good of his soul' is still a prisoner in the hands of the priests. The zeal of the authorities in tearing the child from his Israelite parents has got the Pope and the Roman government into much difficulty, which they no doubt would have willingly avoided. But once having received the child into the fold they affect to regard him as a Christian, the authorities declare that neither the Pope nor any other power can give up the young Jew. Pius IX. permits the father of Mortara to visit his son; is very kind to him; but has no power to liberate the Jew, because the servant maid with dirty hands has anointed him a Christian and the police put him in prison. The French government have taken up the question with an amount of earnestness which has obliged the Imperial government to make representations to the Vatican praying for the release of the Israelite. Frenchmen say:—'Have we 10,000 French soldiers in the Roman States to support a government which sanctions the division of a child from his parents under such tyrannical circumstances?' The ultramontane 'Univers,' however, justifies the abduction; and it is understood that a great body of the French clergy are prepared to do the same. But the Abbé Delacoutre, of Paris, has deemed it his duty to protest to the Pope against the act.	[456, 943, 659, 1170]
runs: 14	[220, 971, 228, 980]
score-row	[24, 989, 228, 998]
paragraph: at once, one of the latter, without any provocation, snatched his cane from him, and when he demanded it back, the whole band fell on him, and beat and kicked him in a savage manner. Three cavasses (policemen) were near, but instead of rendering assistance to the victim, they continued calmly smoking their pipes. When, however, the Turks had quitted the professor, the cavasses seized the poor man, and with many a blow and kick carried him off to gaol. The affair, having become known, excited great sensation amongst the population of Buyukdéré, which is chiefly Christian, and a complaint was made to the French ambassador. At his request the Minister of Police personally instituted an investigation, and he had the three cavasses arrested, dismissed one chief of the police of the district, and caused a young Turk, who had been one of the assailants, and had followed the cavasses when they carried the Frenchman to prison, and to be placed in irons to make him reveal the names of his accomplices. But as this was only the appearance of victory, the men were two days after set at liberty.	[887, 48, 1090, 202]
scorecard-total	[241, 326, 444, 337]
runs: 3	[224, 1311, 228, 1320]
batsman-entry: Bryant, c Burchett, b Wills	[24, 1046, 101, 1055]
paragraph: Of the late ministry it may be remarked that they could not be expected to resign, as they had all along declared that they would remain in office till the king had dismissed them. After having been thus informed by the regent that the time for their resignation had arrived, and still continuing to cling to office, the regent had no choice left him but dismissal.	[887, 1016, 1090, 1072]
runs: 0	[439, 65, 444, 74]
scorecard-table	[241, 48, 444, 83]
subheading: INTER-COLONIAL CRICKET MATCH.	[53, 571, 198, 579]
paragraph: 'Messrs. Cullen and Macklin's party, consisting of five men, all of them old Victorian gold diggers, have at present sunk to the depth of about fifty feet upon the hill behind Herberger's washing place. The first twenty feet was through white porcelain clay, and the rest of the distance through a mixture of sandstone, slate, quartz, and burnt ironstone. The earth is now assuming a very yellow colour, and the quartz is much honeycombed. It is rather singular that small roots are showing themselves at the distance of fifty feet, some of them green and full of sap. In order to meet their current expenses, two and sometimes three of the party have also been working in the gulley at the foot of the hill, where, at about ten feet, they have taken during the last fortnight between four and five ounces of gold. They brought a portion of this on Monday, and exhibited it at the Exchange. It is of a very large rough, lumpy kind, and for the most part angular, with the appearance of having been forced upwards into the crevices of the quartz. With regard to their main work, the deep sinking, they anticipate having to go down as much as from 100 to 150 feet, which will bring them to the levels of the bottoms in the gulley.'	[240, 656, 444, 820]
scorecard-title: SYDNEY.	[324, 261, 360, 269]
paragraph: 'There is one thing I have been trying to accomplish, namely, using the money they earn properly but on this score I am afraid I shall have to contend with difficulties, as they argue they earn their money like white people, and have a right to spend it as such.	[456, 93, 659, 130]
score-row	[24, 963, 228, 972]
batsman-entry: Still, l b w, b Hammersley	[24, 1072, 99, 1081]
masthead	[0, 0, 1114, 44]
score-row	[24, 1329, 228, 1338]
runs: 40	[220, 1107, 228, 1116]
score-row	[24, 1211, 228, 1220]
paragraph: Last night we received the following supplementary telegram:—'Sydney, 24th Jan.—A complimentary dinner is to be given to the Victorian eleven to-morrow, at Clarke's Assembly Rooms.—Herald, Jan. 25.	[240, 102, 444, 139]
paragraph: The mail, although still advertised to sail on Thursday evening, cannot possibly leave before Friday.	[240, 391, 444, 410]
scorecard-table	[24, 919, 228, 1023]
paragraph: 'Few (it did not, in consequence of several fortunate causes, do a great deal of injury. It was, however, more than usually marked with those lucky characteristics which show that the escape from a more disastrous conflagration was the result of accident, and not in the least the consequence of management or forethought. It was proved by what took place at this fire that the Port, even with the assistance of the electric telegraph, cannot depend upon Adelaide for assistance in any case of the kind. The engine from town did not arrive on the scene of the disaster until about an hour after the fire was over, and two hours and a-half after it commenced, so that it was quite useless. But it appears that the engines belonging to the Port were also, to a great extent, in the same position, from want of everything like preparation.'	[240, 864, 444, 983]
batsman-entry: Whitlow, b Ward	[24, 1227, 73, 1236]
paragraph: The following items are from the 'Home News' of November 16.	[465, 920, 655, 930]
total-label: Total	[240, 84, 256, 93]
runs: 3	[224, 1227, 228, 1236]
paragraph: 'Births, eight—three males and five females. Deaths, five—three males and two females.'	[456, 219, 659, 238]
subheading: VICTORIA.	[101, 67, 150, 76]
batsman-entry: Adams, b Wills	[24, 1098, 68, 1107]
runs: 0	[224, 1055, 228, 1064]
batsman-entry: Thompson b Wills	[24, 997, 77, 1006]
grand-total-value: 140	[216, 1152, 228, 1161]
paragraph: The new legislation on the usurpation of titles in France has necessitated the re-establishment of the old French monarchical institution, called a council, destined to examine and testify the validity of titles.	[671, 400, 875, 437]
score-row	[24, 998, 228, 1007]
runs: 0	[224, 1355, 228, 1364]
innings-heading: Second Innings.	[101, 1292, 151, 1302]
column-5	[880, 48, 1096, 1680]
runs: 3	[439, 48, 444, 56]
runs: 0	[224, 927, 228, 936]
score-row	[24, 1237, 228, 1246]
runs: 0	[224, 1236, 228, 1245]
score-row	[24, 928, 228, 937]
runs: 7	[224, 1081, 228, 1090]
score-row	[24, 945, 228, 954]
batsman-entry: Morres, b Wills	[24, 988, 69, 997]
